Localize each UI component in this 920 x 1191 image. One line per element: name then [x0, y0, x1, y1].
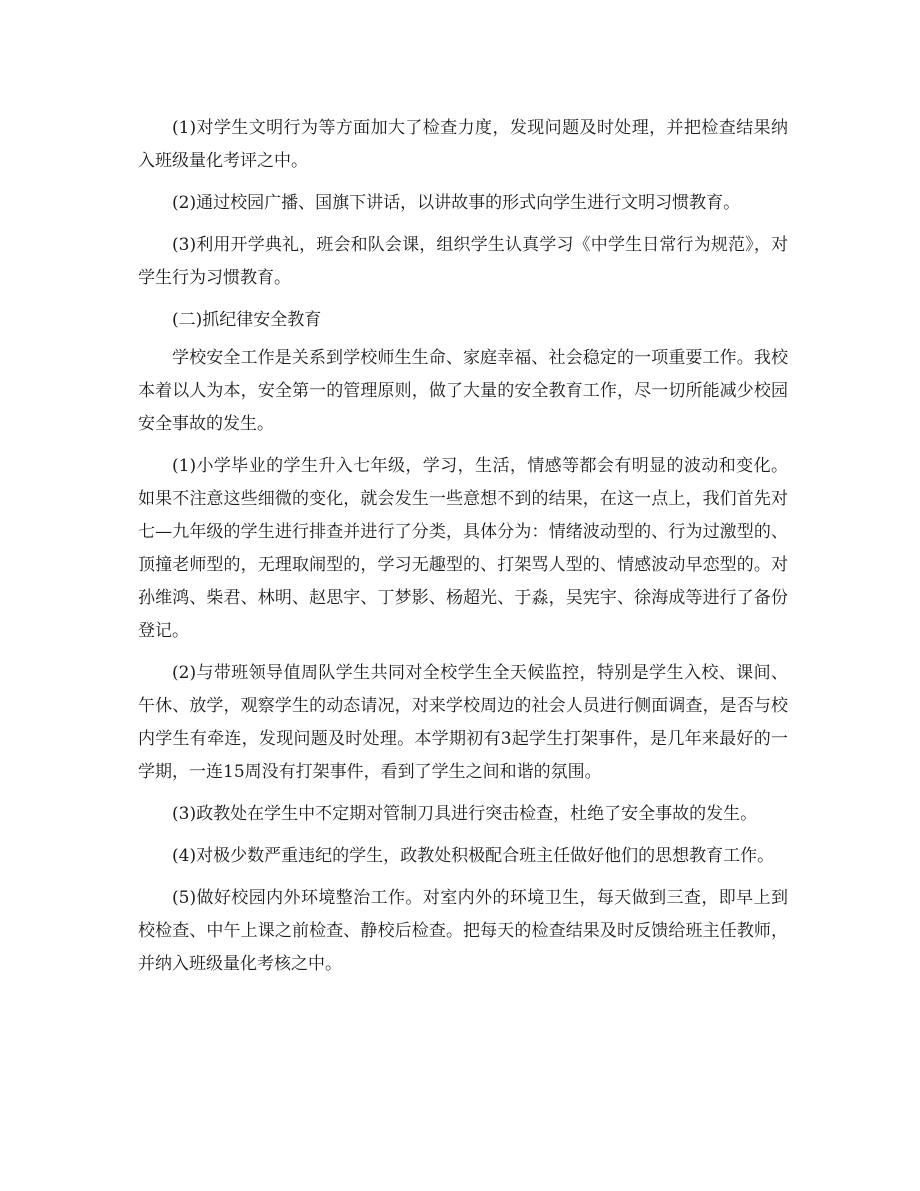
section-heading-discipline-safety: (二)抓纪律安全教育 — [172, 310, 322, 330]
paragraph-monitoring: (2)与带班领导值周队学生共同对全校学生全天候监控，特别是学生入校、课间、午休、放学，观察学生的动态请况，对来学校周边的社会人员进行侧面调查，是否与校内学生有牵连，发现问题及时处理。本学期初有3起学生打架事件，是几年来最好的一学期，一连15周没有打架事件，看到了学生之间和谐的氛围。 — [138, 663, 788, 782]
paragraph-knife-inspection: (3)政教处在学生中不定期对管制刀具进行突击检查，杜绝了安全事故的发生。 — [172, 804, 758, 824]
paragraph-safety-overview: 学校安全工作是关系到学校师生生命、家庭幸福、社会稳定的一项重要工作。我校本着以人为本，安全第一的管理原则，做了大量的安全教育工作，尽一切所能减少校园安全事故的发生。 — [138, 348, 788, 434]
paragraph-student-screening: (1)小学毕业的学生升入七年级，学习，生活，情感等都会有明显的波动和变化。如果不注意这些细微的变化，就会发生一些意想不到的结果，在这一点上，我们首先对七—九年级的学生进行排查并进行了分类，具体分为：情绪波动型的、行为过激型的、顶撞老师型的，无理取闹型的，学习无趣型的、打架骂人型的、情感波动早恋型的。对孙维鸿、柴君、林明、赵思宇、丁梦影、杨超光、于淼，吴宪宇、徐海成等进行了备份登记。 — [138, 456, 788, 641]
paragraph-conduct-code-study: (3)利用开学典礼，班会和队会课，组织学生认真学习《中学生日常行为规范》，对学生行为习惯教育。 — [138, 235, 788, 288]
document-body — [138, 112, 788, 990]
paragraph-civility-inspection: (1)对学生文明行为等方面加大了检查力度，发现问题及时处理，并把检查结果纳入班级量化考评之中。 — [138, 118, 788, 171]
paragraph-broadcast-education: (2)通过校园广播、国旗下讲话，以讲故事的形式向学生进行文明习惯教育。 — [172, 193, 741, 213]
paragraph-discipline-cooperation: (4)对极少数严重违纪的学生，政教处积极配合班主任做好他们的思想教育工作。 — [172, 846, 775, 866]
paragraph-environment-inspection: (5)做好校园内外环境整治工作。对室内外的环境卫生，每天做到三查，即早上到校检查、中午上课之前检查、静校后检查。把每天的检查结果及时反馈给班主任教师，并纳入班级量化考核之中。 — [138, 888, 788, 974]
